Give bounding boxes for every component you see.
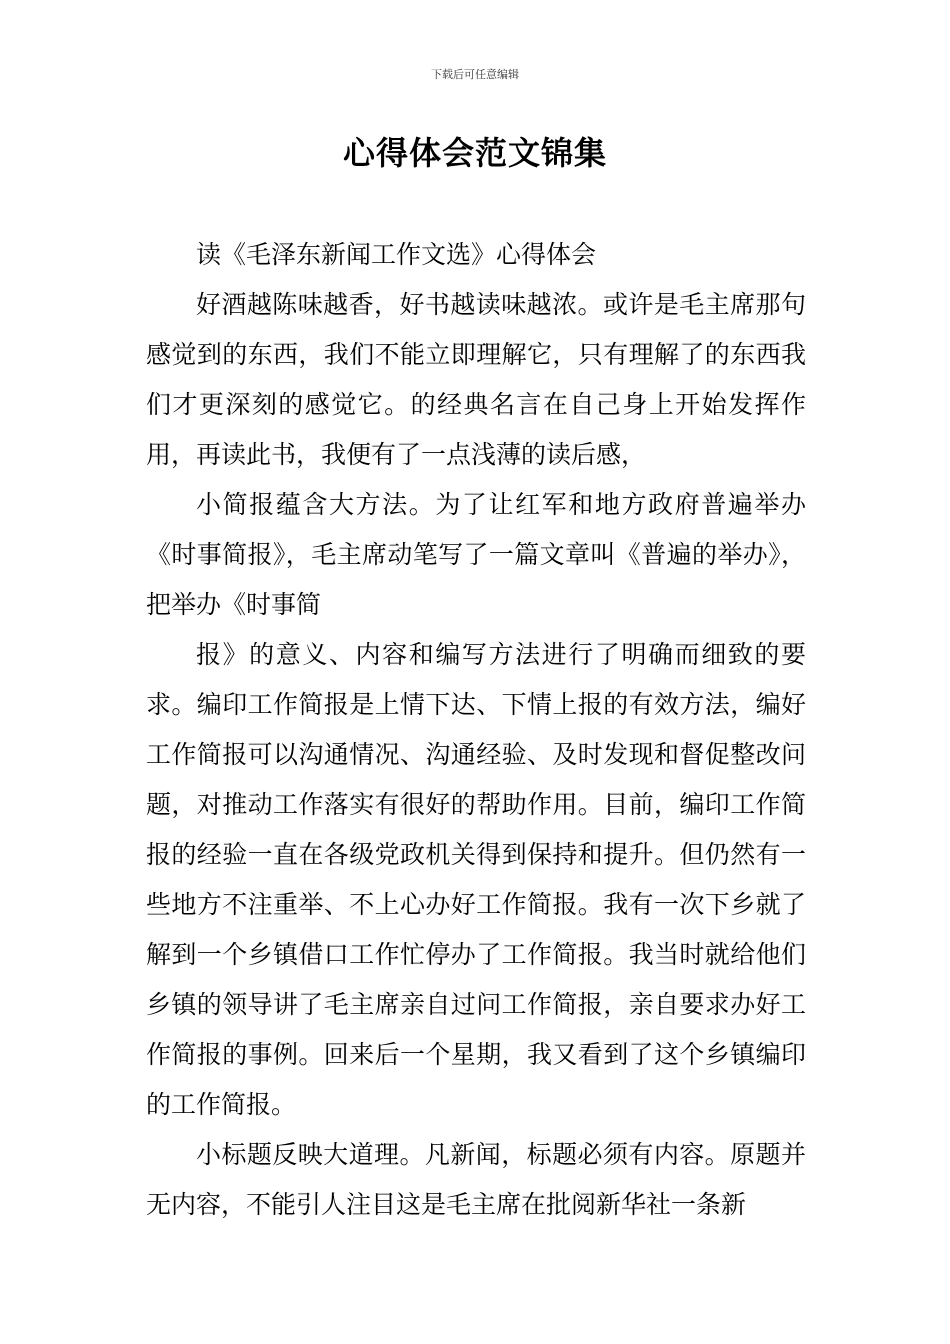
article-subtitle: 读《毛泽东新闻工作文选》心得体会: [196, 240, 597, 269]
document-body: [146, 230, 806, 1230]
paragraph-4: 小标题反映大道理。凡新闻，标题必须有内容。原题并无内容，不能引人注目这是毛主席在批阅新华社一条新: [146, 1140, 806, 1219]
document-title: 心得体会范文锦集: [342, 134, 607, 172]
paragraph-2: 小简报蕴含大方法。为了让红军和地方政府普遍举办《时事简报》，毛主席动笔写了一篇文章叫《普遍的举办》，把举办《时事简: [146, 490, 806, 619]
header-note: 下载后可任意编辑: [431, 68, 519, 81]
paragraph-1: 好酒越陈味越香，好书越读味越浓。或许是毛主席那句感觉到的东西，我们不能立即理解它，只有理解了的东西我们才更深刻的感觉它。的经典名言在自己身上开始发挥作用，再读此书，我便有了一点浅薄的读后感，: [146, 290, 806, 469]
paragraph-3: 报》的意义、内容和编写方法进行了明确而细致的要求。编印工作简报是上情下达、下情上报的有效方法，编好工作简报可以沟通情况、沟通经验、及时发现和督促整改问题，对推动工作落实有很好的帮助作用。目前，编印工作简报的经验一直在各级党政机关得到保持和提升。但仍然有一些地方不注重举、不上心办好工作简报。我有一次下乡就了解到一个乡镇借口工作忙停办了工作简报。我当时就给他们乡镇的领导讲了毛主席亲自过问工作简报，亲自要求办好工作简报的事例。回来后一个星期，我又看到了这个乡镇编印的工作简报。: [146, 640, 806, 1119]
